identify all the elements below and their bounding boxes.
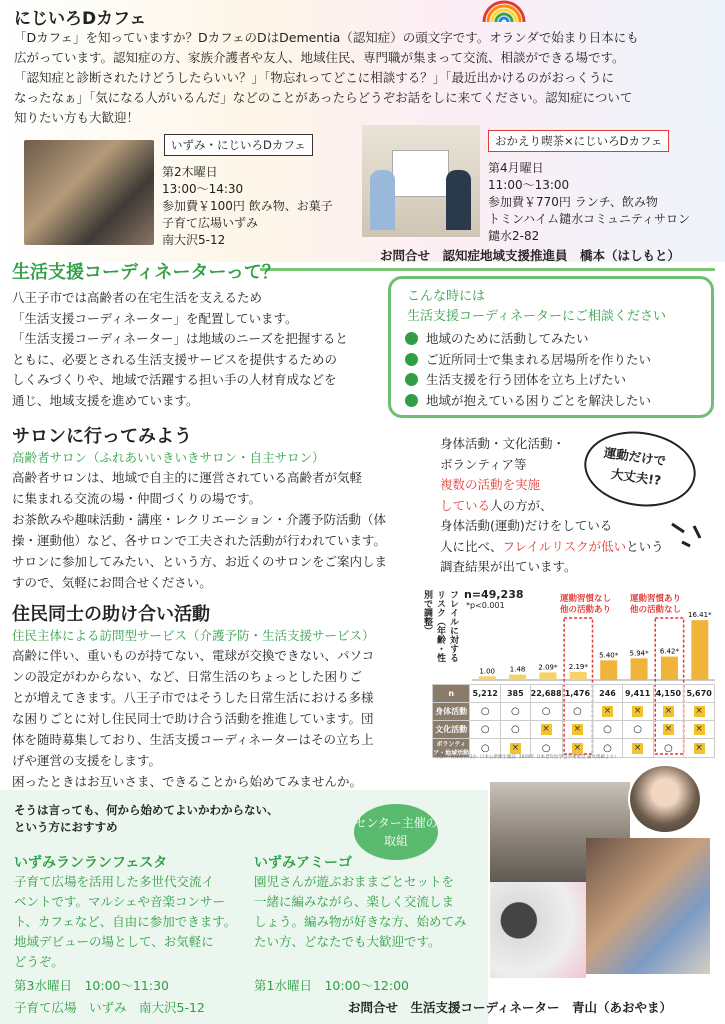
mutual-subheading: 住民主体による訪問型サービス（介護予防・生活支援サービス） xyxy=(12,628,375,643)
chart-bar xyxy=(600,660,617,680)
cafe-contact: お問合せ 認知症地域支援推進員 橋本（はしもと） xyxy=(380,248,681,263)
chart-bar xyxy=(539,672,556,680)
bullet-icon xyxy=(405,353,418,366)
no-mark-icon: × xyxy=(695,742,703,753)
chart-data-label: 2.09* xyxy=(538,663,558,672)
event2-title: いずみアミーゴ xyxy=(254,855,352,871)
consult-item: 地域が抱えている困りごとを解決したい xyxy=(405,391,651,412)
consult-item: ご近所同士で集まれる居場所を作りたい xyxy=(405,350,651,371)
chart-table-cell: ○ xyxy=(470,703,501,721)
cafe-body: 「Dカフェ」を知っていますか？DカフェのDはDementia（認知症）の頭文字です。オランダで始まり日本にも 広がっています。認知症の方、家族介護者や友人、地域住民、専門職が集まって交流、相談ができる場です。 「認知症と診断されたけどうしたらいい？」「物忘れってどこに相談する？」「最近出かけるのがおっくうに なったなぁ」「気になる人がいるんだ」などのことがあったらどうぞお話をしに来てください。認知症について 知りたい方も大歓迎！ xyxy=(14,30,639,125)
venue1-tag: いずみ・にじいろDカフェ xyxy=(164,134,313,156)
no-mark-icon: × xyxy=(542,724,550,734)
chart-data-label: 5.94* xyxy=(629,649,649,658)
chart-data-label: 6.42* xyxy=(659,647,679,656)
chart-ylabel: フレイルに対するリスク（年齢・性別で調整） xyxy=(422,590,458,662)
chart-source: （出典：吉澤裕世ほか. 日本公衆衛生雑誌. 2019年 日本老年医学会学術集会 論文掲載より） xyxy=(432,755,619,760)
event1-place: 子育て広場 いずみ 南大沢5-12 xyxy=(14,1000,205,1015)
chart-table-cell xyxy=(684,721,715,739)
bullet-icon xyxy=(405,373,418,386)
chart-table-cell xyxy=(622,703,653,721)
salon-body: 高齢者サロンは、地域で自主的に運営されている高齢者が気軽 に集まれる交流の場・仲間づくりの場です。 お茶飲みや趣味活動・講座・レクリエーション・介護予防活動（体 操・運動他）など、各サロンで工夫された活動が行われています。 サロンに参加してみたい、という方、お近くのサロンをご案内しま すので、気軽にお問合せください。 xyxy=(12,470,388,590)
venue2-info: 第4月曜日 11:00～13:00 参加費￥770円 ランチ、飲み物 トミンハイム鑓水コミュニティサロン 鑓水2-82 xyxy=(488,161,690,243)
recommend-intro: そうは言っても、何から始めてよいかわからない、 という方におすすめ xyxy=(14,803,279,834)
chart-table-cell: ○ xyxy=(562,703,593,721)
chart-table-cell: 5,670 xyxy=(684,685,715,703)
chart-table-cell xyxy=(593,703,623,721)
chart-table-cell: ○ xyxy=(530,739,562,758)
emphasis-marks-icon xyxy=(668,520,708,550)
chart-plot xyxy=(422,588,715,688)
consult-item: 生活支援を行う団体を立ち上げたい xyxy=(405,370,651,391)
chart-data-label: 5.40* xyxy=(599,651,619,660)
chart-table-cell xyxy=(530,721,562,739)
chart-table-cell: ○ xyxy=(593,739,623,758)
chart-table-cell: ○ xyxy=(530,703,562,721)
bubble-line1: 運動だけで xyxy=(602,444,667,469)
consult-box xyxy=(388,276,714,418)
chart-p-label: *p<0.001 xyxy=(466,601,505,610)
chart-table-cell: ○ xyxy=(593,721,623,739)
bubble-line2: 大丈夫!? xyxy=(610,466,663,488)
chart-table-cell: 5,212 xyxy=(470,685,501,703)
center-badge: センター主催の 取組 xyxy=(354,804,438,860)
no-mark-icon: × xyxy=(603,706,612,716)
chart-table-cell: ○ xyxy=(622,721,653,739)
chart-data-label: 1.48 xyxy=(509,665,526,674)
bullet-icon xyxy=(405,332,418,345)
chart-bar xyxy=(570,672,587,680)
chart-bar xyxy=(661,657,678,680)
coordinator-body: 八王子市では高齢者の在宅生活を支えるため 「生活支援コーディネーター」を配置しています。 「生活支援コーディネーター」は地域のニーズを把握すると ともに、必要とされる生活支援サービスを提供するための しくみづくりや、地域で活躍する担い手の人材育成などを 通じ、地域支援を進めています。 xyxy=(12,290,348,408)
chart-n-label: n=49,238 xyxy=(464,588,524,601)
chart-table-cell xyxy=(653,703,684,721)
event2-body: 園児さんが遊ぶおままごとセットを 一緒に編みながら、楽しく交流しま しょう。編み物が好きな方、始めてみ たい方、どなたでも大歓迎です。 xyxy=(254,874,467,949)
no-mark-icon: × xyxy=(573,742,582,753)
chart-table-cell xyxy=(653,721,684,739)
venue2-tag: おかえり喫茶×にじいろDカフェ xyxy=(488,130,669,152)
cafe-photo-1 xyxy=(24,140,154,245)
chart-data-label: 2.19* xyxy=(568,663,588,672)
chart-table-cell: 9,411 xyxy=(622,685,653,703)
chart-table-cell: 385 xyxy=(501,685,531,703)
no-mark-icon: × xyxy=(695,724,703,734)
person-photo xyxy=(628,764,702,834)
consult-box-title2: 生活支援コーディネーターにご相談ください xyxy=(407,309,666,324)
mutual-heading: 住民同士の助け合い活動 xyxy=(12,604,210,625)
chart-table-cell: ○ xyxy=(501,703,531,721)
frailty-text: 身体活動・文化活動・ ボランティア等 複数の活動を実施 している人の方が、 身体活動(運動)だけをしている 人に比べ、フレイルリスクが低いという 調査結果が出ています。 xyxy=(440,436,664,574)
chart-bar xyxy=(691,620,708,680)
chart-table-cell: ○ xyxy=(653,739,684,758)
chart-callout-2: 運動習慣あり 他の活動なし xyxy=(630,594,682,615)
chart-table-cell: 4,150 xyxy=(653,685,684,703)
chart-data-label: 1.00 xyxy=(479,667,495,676)
no-mark-icon: × xyxy=(664,724,673,734)
no-mark-icon: × xyxy=(511,742,520,753)
cafe-photo-2 xyxy=(362,125,480,237)
no-mark-icon: × xyxy=(633,742,642,753)
no-mark-icon: × xyxy=(573,724,582,734)
chart-table-cell: 246 xyxy=(593,685,623,703)
event1-title: いずみランランフェスタ xyxy=(14,855,168,871)
chart-table-cell: ○ xyxy=(501,721,531,739)
coordinator-heading: 生活支援コーディネーターって？ xyxy=(12,262,280,283)
recommend-contact: お問合せ 生活支援コーディネーター 青山（あおやま） xyxy=(348,1000,673,1015)
event1-body: 子育て広場を活用した多世代交流イ ベントです。マルシェや音楽コンサー ト、カフェなど、自由に参加できます。 地域デビューの場として、お気軽に どうぞ。 xyxy=(14,874,237,969)
consult-box-title1: こんな時には xyxy=(407,289,486,304)
mutual-body: 高齢に伴い、重いものが持てない、電球が交換できない、パソコ ンの設定がわからない、など、日常生活のちょっとした困りご とが増えてきます。八王子市ではそうした日常生活における多様 な困りごとに対し住民同士で助け合う活動を推進しています。団 体を随時募集しており、生活支援コーディネーターはその立ち上 げや運営の支援をします。 困ったときはお互いさま、できることから始めてみませんか。 xyxy=(12,648,375,789)
chart-table-cell: ○ xyxy=(470,721,501,739)
chart-data-label: 16.41* xyxy=(688,611,712,620)
cafe-title: にじいろDカフェ xyxy=(14,9,147,29)
chart-table-cell xyxy=(562,721,593,739)
chart-callout-1: 運動習慣なし 他の活動あり xyxy=(560,594,612,615)
bullet-icon xyxy=(405,394,418,407)
event1-time: 第3水曜日 10:00～11:30 xyxy=(14,978,169,993)
no-mark-icon: × xyxy=(633,706,642,716)
chart-table: n 5,212 385 22,688 1,476 246 9,411 4,150 5,670 身体活動 ○ ○ ○ ○ × × × × 文化活動 ○ ○ × × ○ ○ × × ボランティア・地域活動 ○ × ○ × ○ × ○ × xyxy=(432,684,715,758)
salon-subheading: 高齢者サロン（ふれあいいきいきサロン・自主サロン） xyxy=(12,450,325,465)
consult-item: 地域のために活動してみたい xyxy=(405,329,651,350)
chart-bar xyxy=(479,676,496,680)
chart-table-cell xyxy=(684,703,715,721)
salon-heading: サロンに行ってみよう xyxy=(12,426,192,447)
frailty-chart xyxy=(422,588,715,760)
no-mark-icon: × xyxy=(664,706,673,716)
chart-bar xyxy=(631,658,648,680)
chart-bar xyxy=(509,675,526,680)
chart-table-cell: ○ xyxy=(470,739,501,758)
knit-photo xyxy=(490,882,586,978)
chart-table-cell: 22,688 xyxy=(530,685,562,703)
no-mark-icon: × xyxy=(695,706,703,716)
event2-time: 第1水曜日 10:00～12:00 xyxy=(254,978,409,993)
rainbow-icon xyxy=(480,0,528,22)
venue1-info: 第2木曜日 13:00～14:30 参加費￥100円 飲み物、お菓子 子育て広場いずみ 南大沢5-12 xyxy=(162,165,333,247)
activity-photo xyxy=(586,838,710,974)
coordinator-divider xyxy=(260,268,715,271)
chart-table-cell: 1,476 xyxy=(562,685,593,703)
